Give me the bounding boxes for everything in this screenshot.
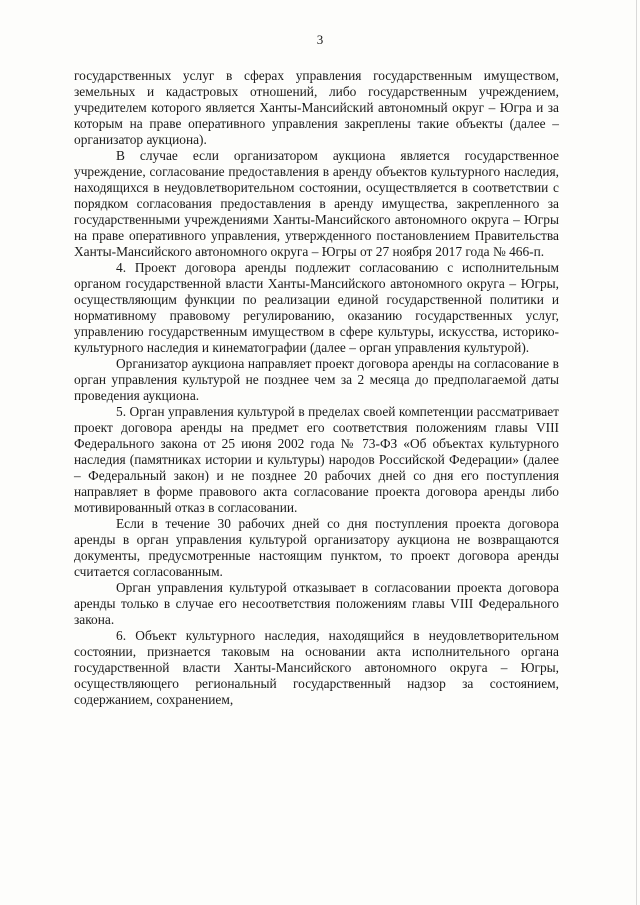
paragraph: Если в течение 30 рабочих дней со дня поступления проекта договора аренды в орган управления культурой организатору аукциона не возвращаются документы, предусмотренные настоящим пунктом, то проект договора аренды считается согласованным. xyxy=(74,516,559,579)
paragraph-item-4: 4. Проект договора аренды подлежит согласованию с исполнительным органом государственной власти Ханты-Мансийского автономного округа – Югры, осуществляющим функции по реализации единой государственной политики и нормативному правовому регулированию, оказанию государственных услуг, управлению государственным имуществом в сфере культуры, искусства, историко-культурного наследия и кинематографии (далее – орган управления культурой). xyxy=(74,260,559,355)
paragraph-continuation: государственных услуг в сферах управления государственным имуществом, земельных и кадастровых отношений, либо государственным учреждением, учредителем которого является Ханты-Мансийский автономный округ – Югра и за которым на праве оперативного управления закреплены такие объекты (далее – организатор аукциона). xyxy=(74,68,559,147)
paragraph-item-5: 5. Орган управления культурой в пределах своей компетенции рассматривает проект договора аренды на предмет его соответствия положениям главы VIII Федерального закона от 25 июня 2002 года № 73-ФЗ «Об объектах культурного наследия (памятниках истории и культуры) народов Российской Федерации» (далее – Федеральный закон) и не позднее 20 рабочих дней со дня его поступления направляет в форме правового акта согласование проекта договора аренды либо мотивированный отказ в согласовании. xyxy=(74,404,559,515)
document-body xyxy=(74,68,559,708)
paragraph-item-6: 6. Объект культурного наследия, находящийся в неудовлетворительном состоянии, признается таковым на основании акта исполнительного органа государственной власти Ханты-Мансийского автономного округа – Югры, осуществляющего региональный государственный надзор за состоянием, содержанием, сохранением, xyxy=(74,628,559,707)
paragraph: Орган управления культурой отказывает в согласовании проекта договора аренды только в случае его несоответствия положениям главы VIII Федерального закона. xyxy=(74,580,559,627)
paragraph: Организатор аукциона направляет проект договора аренды на согласование в орган управления культурой не позднее чем за 2 месяца до предполагаемой даты проведения аукциона. xyxy=(74,356,559,403)
paragraph: В случае если организатором аукциона является государственное учреждение, согласование предоставления в аренду объектов культурного наследия, находящихся в неудовлетворительном состоянии, осуществляется в соответствии с порядком согласования предоставления в аренду имущества, закрепленного за государственными учреждениями Ханты-Мансийского автономного округа – Югры на праве оперативного управления, утвержденного постановлением Правительства Ханты-Мансийского автономного округа – Югры от 27 ноября 2017 года № 466-п. xyxy=(74,148,559,259)
scan-edge-line xyxy=(636,0,637,905)
page-number: 3 xyxy=(316,32,324,47)
